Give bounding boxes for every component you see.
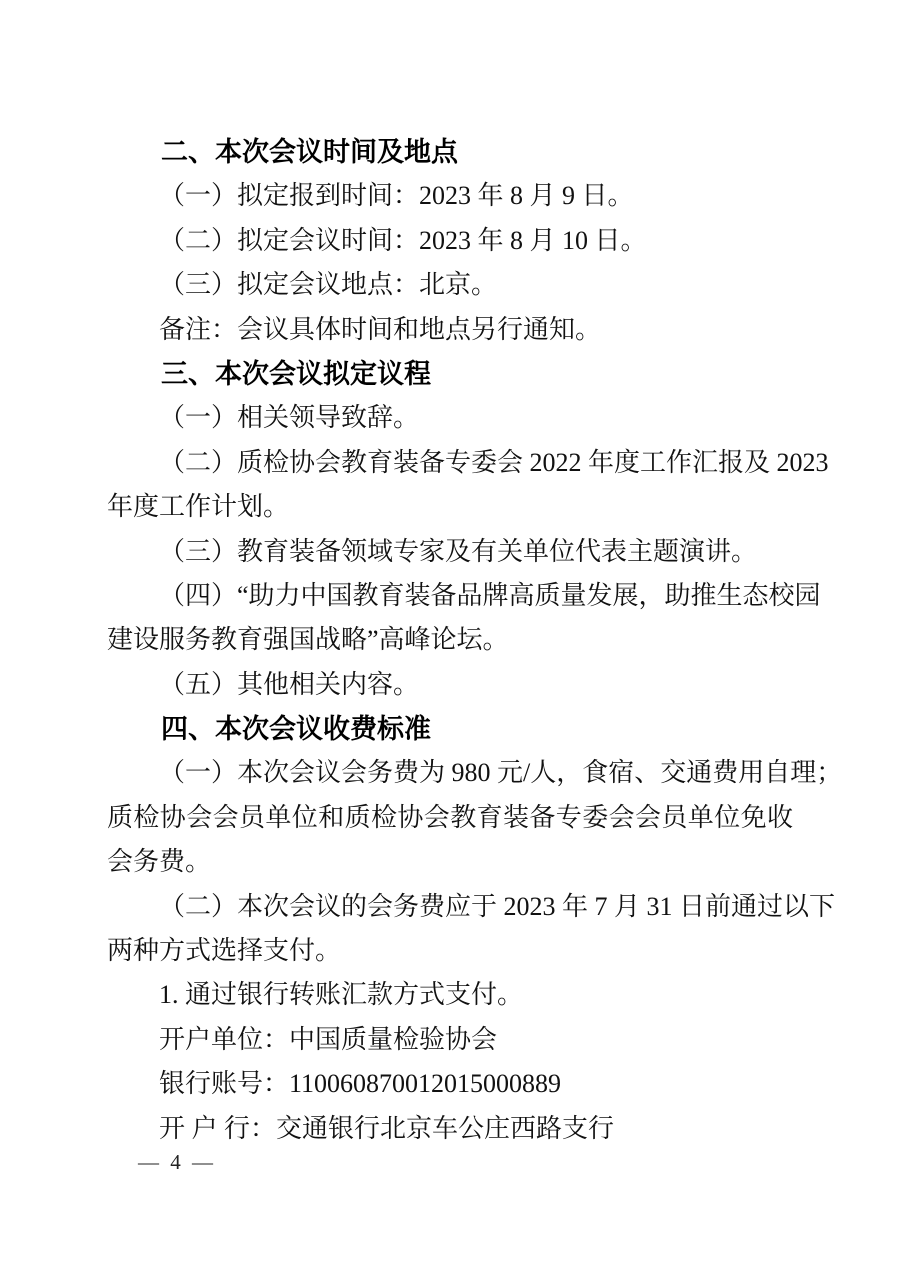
paragraph-line: （三）教育装备领域专家及有关单位代表主题演讲。 (159, 536, 758, 566)
section-heading: 二、本次会议时间及地点 (161, 137, 458, 167)
section-heading: 四、本次会议收费标准 (161, 714, 431, 745)
paragraph-line: 会务费。 (107, 847, 212, 877)
paragraph-line: （一）本次会议会务费为 980 元/人，食宿、交通费用自理； (159, 758, 843, 788)
paragraph-line: （五）其他相关内容。 (159, 669, 420, 699)
paragraph-line: （一）拟定报到时间：2023 年 8 月 9 日。 (159, 181, 634, 211)
paragraph-line: 建设服务教育强国战略”高峰论坛。 (107, 625, 509, 655)
page-number: — 4 — (138, 1150, 216, 1174)
paragraph-line: （二）拟定会议时间：2023 年 8 月 10 日。 (159, 225, 647, 255)
paragraph-line: （二）本次会议的会务费应于 2023 年 7 月 31 日前通过以下 (159, 891, 836, 921)
paragraph-line: （一）相关领导致辞。 (159, 403, 420, 433)
paragraph-line: （三）拟定会议地点：北京。 (159, 270, 498, 300)
section-heading: 三、本次会议拟定议程 (161, 358, 431, 389)
paragraph-line: 1. 通过银行转账汇款方式支付。 (159, 980, 524, 1010)
paragraph-line: 质检协会会员单位和质检协会教育装备专委会会员单位免收 (107, 802, 793, 832)
paragraph-line: 年度工作计划。 (107, 492, 290, 522)
document-lines (107, 130, 843, 1151)
paragraph-line: 开 户 行：交通银行北京车公庄西路支行 (159, 1113, 615, 1143)
paragraph-line: 开户单位：中国质量检验协会 (159, 1024, 498, 1054)
paragraph-line: 两种方式选择支付。 (107, 936, 342, 966)
paragraph-line: 银行账号：110060870012015000889 (159, 1069, 562, 1099)
paragraph-line: （四）“助力中国教育装备品牌高质量发展，助推生态校园 (159, 580, 821, 610)
paragraph-line: 备注：会议具体时间和地点另行通知。 (159, 314, 602, 344)
paragraph-line: （二）质检协会教育装备专委会 2022 年度工作汇报及 2023 (159, 447, 829, 477)
